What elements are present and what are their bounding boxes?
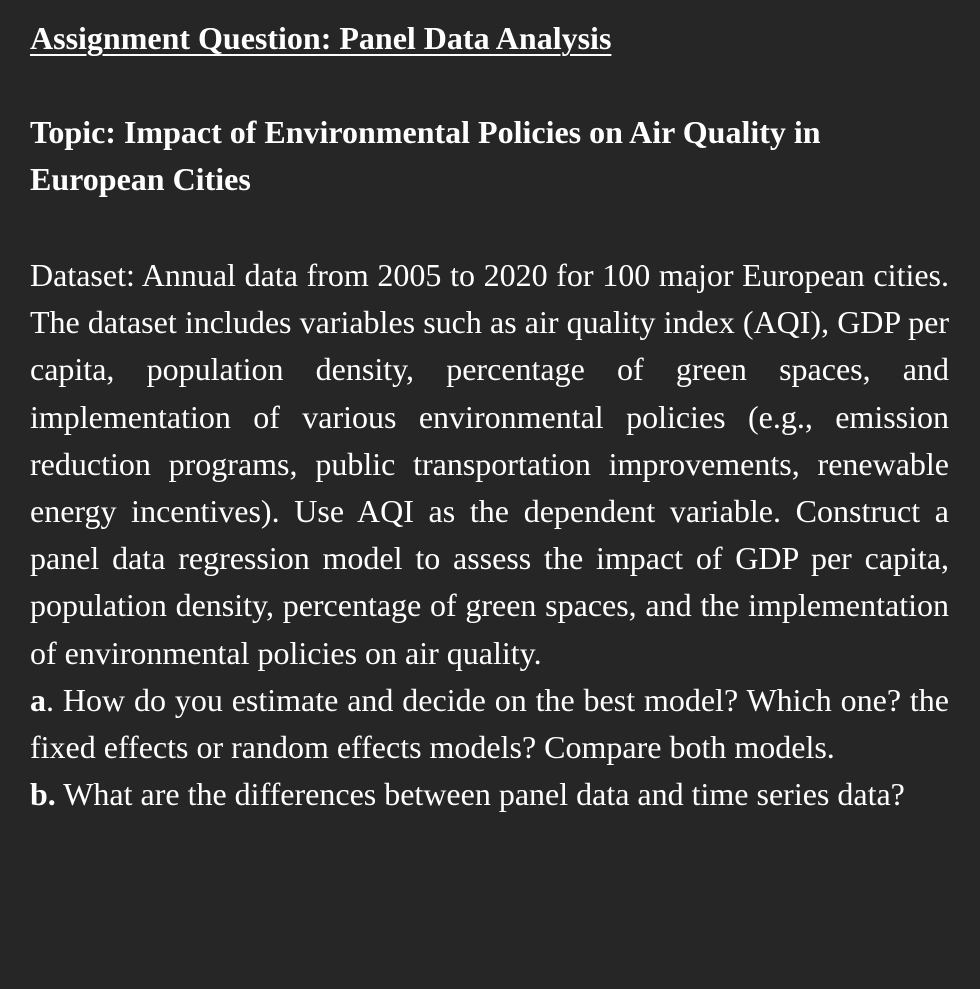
dataset-paragraph: Dataset: Annual data from 2005 to 2020 for 100 major European cities. The dataset includes variables such as air quality index (AQI), GDP per capita, population density, percentage of green spaces, and implementation of various environmental policies (e.g., emission reduction programs, public transportation improvements, renewable energy incentives). Use AQI as the dependent variable. Construct a panel data regression model to assess the impact of GDP per capita, population density, percentage of green spaces, and the implementation of environmental policies on air quality. bbox=[30, 257, 949, 671]
question-b-text: What are the differences between panel data and time series data? bbox=[55, 776, 905, 813]
question-a bbox=[30, 677, 949, 771]
topic-heading: Topic: Impact of Environmental Policies on Air Quality in European Cities bbox=[30, 114, 821, 197]
question-b-label: b. bbox=[30, 776, 56, 813]
question-a-label: a bbox=[30, 681, 46, 718]
question-b bbox=[30, 771, 949, 818]
document-body bbox=[30, 252, 949, 818]
question-a-text: . How do you estimate and decide on the best model? Which one? the fixed effects or random effects models? Compare both models. bbox=[30, 681, 949, 766]
page-title: Assignment Question: Panel Data Analysis bbox=[30, 20, 612, 56]
